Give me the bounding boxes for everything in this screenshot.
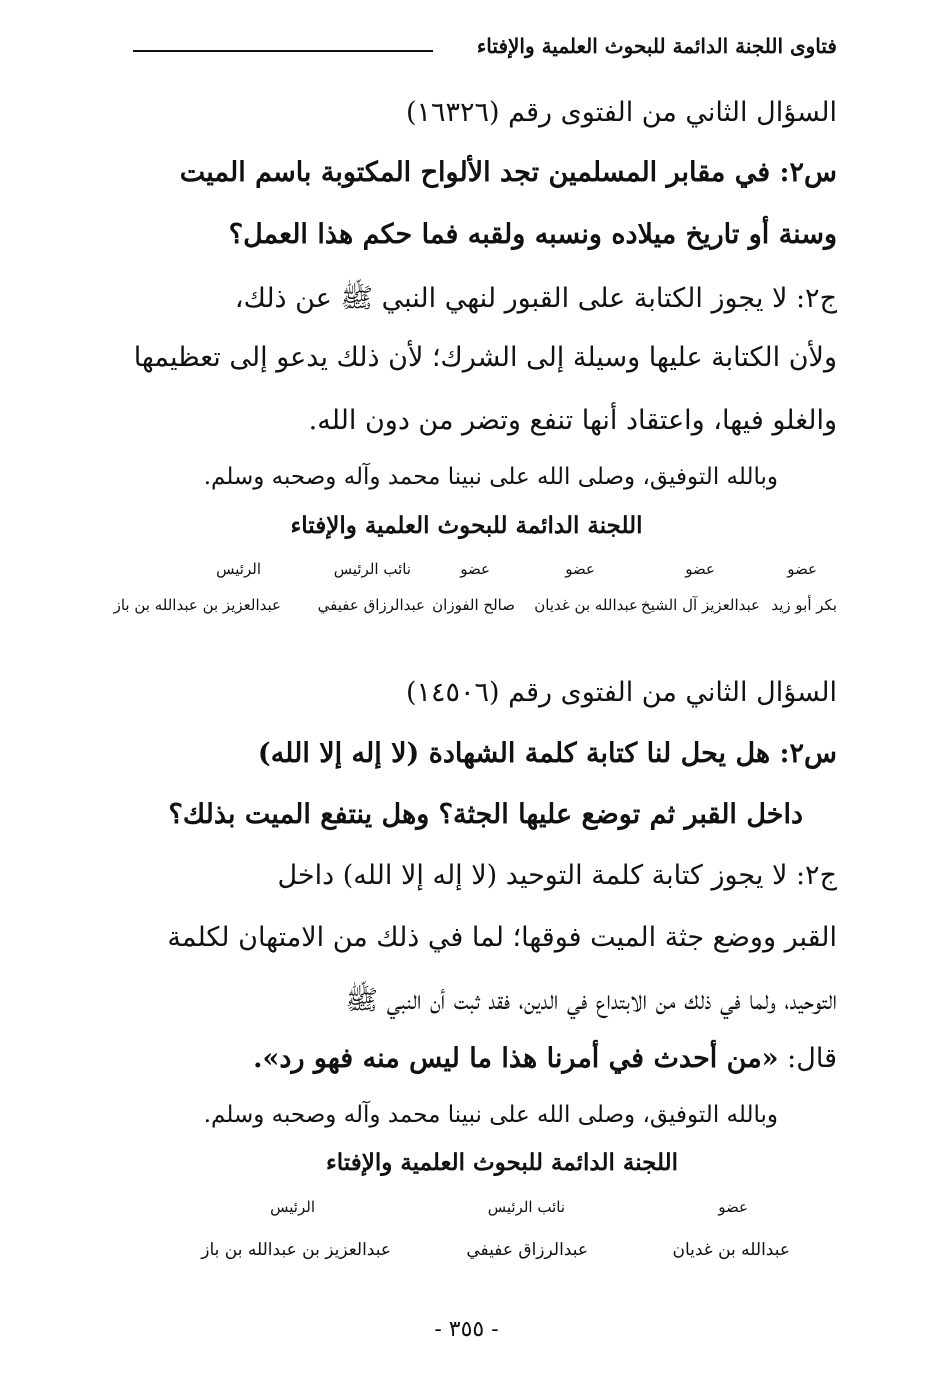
signatory-name: عبدالعزيز بن عبدالله بن باز xyxy=(113,596,281,614)
answer-1-line-2: ولأن الكتابة عليها وسيلة إلى الشرك؛ لأن ذلك يدعو إلى تعظيمها xyxy=(133,342,837,373)
signatory-name: بكر أبو زيد xyxy=(771,596,837,614)
signatory-role: نائب الرئيس xyxy=(487,1198,565,1216)
fatwa-heading-1: السؤال الثاني من الفتوى رقم (١٦٣٢٦) xyxy=(405,97,837,128)
header-rule xyxy=(133,50,433,52)
signatory-name: عبدالله بن غديان xyxy=(672,1240,790,1260)
question-2-line-1: س٢: هل يحل لنا كتابة كلمة الشهادة (لا إله إلا الله) xyxy=(257,738,837,769)
answer-2-line-3: التوحيد، ولما في ذلك من الابتداع في الدين، فقد ثبت أن النبي ﷺ xyxy=(345,985,837,1016)
signatory-name: عبدالله بن غديان xyxy=(534,596,638,614)
question-text: س٢: في مقابر المسلمين تجد الألواح المكتوبة باسم الميت xyxy=(179,157,837,188)
answer-1-line-3: والغلو فيها، واعتقاد أنها تنفع وتضر من دون الله. xyxy=(308,405,837,436)
signatory-role: عضو xyxy=(565,560,595,578)
signatory-name: عبدالرزاق عفيفي xyxy=(317,596,425,614)
question-2-line-2: داخل القبر ثم توضع عليها الجثة؟ وهل ينتفع الميت بذلك؟ xyxy=(168,799,803,830)
question-1-line-2: وسنة أو تاريخ ميلاده ونسبه ولقبه فما حكم هذا العمل؟ xyxy=(228,219,837,250)
answer-qala: قال: xyxy=(778,1043,837,1074)
hadith-quote: «من أحدث في أمرنا هذا ما ليس منه فهو رد». xyxy=(253,1043,779,1074)
signatory-name: عبدالرزاق عفيفي xyxy=(466,1240,588,1260)
signatory-role: عضو xyxy=(685,560,715,578)
signatory-name: عبدالعزيز آل الشيخ xyxy=(641,596,760,614)
committee-name-2: اللجنة الدائمة للبحوث العلمية والإفتاء xyxy=(325,1149,678,1176)
signatory-name: صالح الفوزان xyxy=(432,596,515,614)
signatory-name: عبدالعزيز بن عبدالله بن باز xyxy=(201,1240,391,1260)
signatory-role: عضو xyxy=(718,1198,748,1216)
signatory-role: عضو xyxy=(460,560,490,578)
answer-2-line-2: القبر ووضع جثة الميت فوقها؛ لما في ذلك من الامتهان لكلمة xyxy=(167,922,837,953)
answer-2-line-1: ج٢: لا يجوز كتابة كلمة التوحيد (لا إله إلا الله) داخل xyxy=(277,860,837,891)
closing-2: وبالله التوفيق، وصلى الله على نبينا محمد وآله وصحبه وسلم. xyxy=(203,1102,778,1128)
signatory-role: الرئيس xyxy=(216,560,261,578)
running-header-title: فتاوى اللجنة الدائمة للبحوث العلمية والإفتاء xyxy=(476,34,837,58)
answer-2-line-4 xyxy=(253,1043,837,1074)
signatory-role: نائب الرئيس xyxy=(333,560,411,578)
page-number: - ٣٥٥ - xyxy=(434,1317,499,1342)
fatwa-heading-2: السؤال الثاني من الفتوى رقم (١٤٥٠٦) xyxy=(405,677,837,708)
answer-1-line-1: ج٢: لا يجوز الكتابة على القبور لنهي النبي ﷺ عن ذلك، xyxy=(234,283,837,314)
question-1-line-1 xyxy=(132,157,837,188)
signatory-role: الرئيس xyxy=(270,1198,315,1216)
signatory-role: عضو xyxy=(787,560,817,578)
closing-1: وبالله التوفيق، وصلى الله على نبينا محمد وآله وصحبه وسلم. xyxy=(203,464,778,490)
committee-name-1: اللجنة الدائمة للبحوث العلمية والإفتاء xyxy=(290,512,643,539)
